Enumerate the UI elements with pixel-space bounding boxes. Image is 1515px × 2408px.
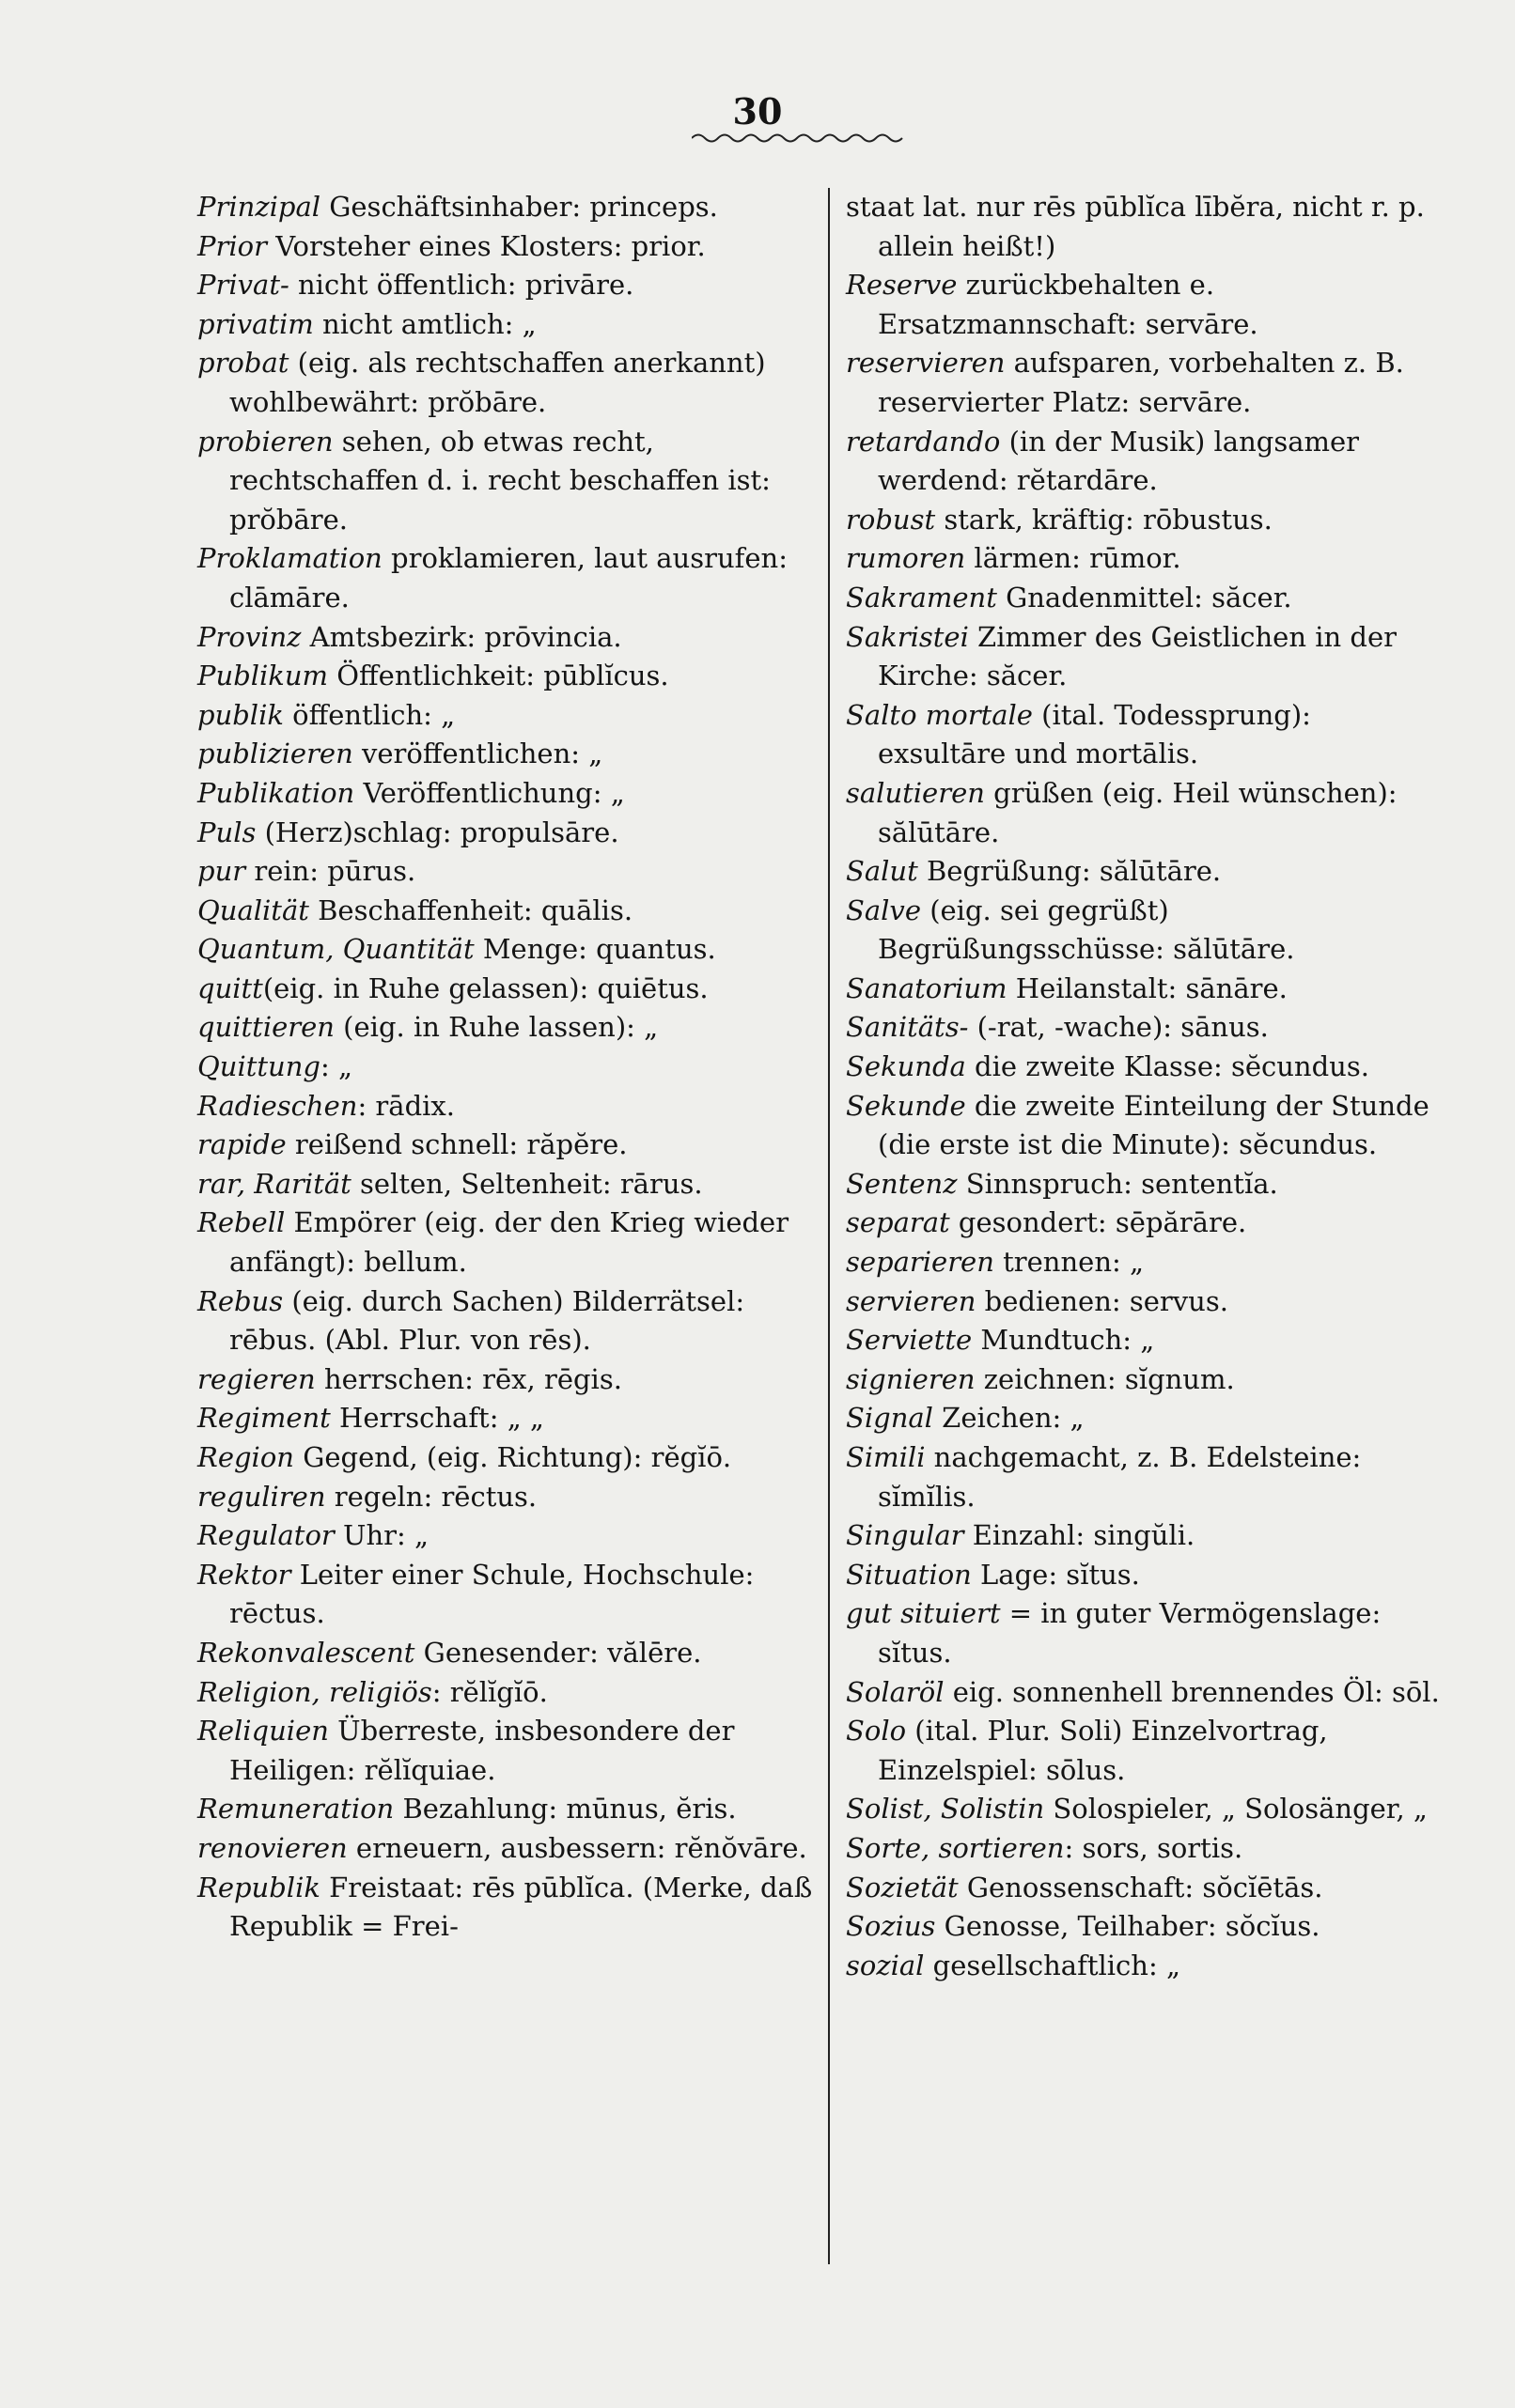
entry-headword: Sakrament [846, 581, 997, 614]
dictionary-entry [197, 188, 814, 227]
entry-definition: : sors, sortis. [1064, 1831, 1243, 1864]
column-divider [828, 188, 830, 2264]
entry-definition: Genesender: vălēre. [414, 1636, 702, 1669]
entry-definition: Zimmer des Geistlichen in der Kirche: săcer. [878, 620, 1397, 692]
entry-definition: grüßen (eig. Heil wünschen): sălūtāre. [878, 776, 1398, 848]
dictionary-entry [846, 1087, 1447, 1165]
entry-definition: die zweite Klasse: sĕcundus. [965, 1050, 1369, 1083]
dictionary-entry [197, 305, 814, 345]
entry-headword: Singular [846, 1519, 964, 1552]
entry-headword: Sekunda [846, 1050, 966, 1083]
entry-headword: Sentenz [846, 1167, 958, 1200]
dictionary-entry [846, 539, 1447, 579]
entry-headword: Prior [197, 229, 267, 262]
entry-definition: eig. sonnenhell brennendes Öl: sōl. [944, 1675, 1440, 1708]
entry-definition: gesondert: sēpărāre. [949, 1206, 1247, 1239]
entry-headword: Remuneration [197, 1793, 395, 1825]
entry-headword: Proklamation [197, 542, 383, 575]
entry-definition: Einzahl: singŭli. [963, 1519, 1195, 1552]
entry-headword: Sanitäts- [846, 1011, 969, 1044]
dictionary-entry [846, 1712, 1447, 1790]
entry-definition: Lage: sĭtus. [971, 1558, 1140, 1591]
entry-definition: herrschen: rēx, rēgis. [315, 1362, 622, 1395]
dictionary-entry [846, 423, 1447, 501]
entry-definition: reißend schnell: răpĕre. [286, 1128, 628, 1161]
dictionary-entry [846, 266, 1447, 344]
dictionary-entry [846, 1008, 1447, 1048]
dictionary-entry [197, 1360, 814, 1400]
entry-headword: Sorte, sortieren [846, 1831, 1065, 1864]
entry-definition: Beschaffenheit: quālis. [308, 893, 633, 926]
entry-headword: Rekonvalescent [197, 1636, 415, 1669]
dictionary-entry [197, 344, 814, 422]
entry-definition: Heilanstalt: sānāre. [1007, 971, 1288, 1004]
dictionary-entry [197, 1008, 814, 1048]
entry-definition: veröffentlichen: „ [352, 738, 603, 770]
entry-definition: (eig. sei gegrüßt) Begrüßungsschüsse: sălūtāre. [878, 893, 1295, 966]
entry-definition: Genossenschaft: sŏcĭētās. [958, 1871, 1323, 1903]
entry-definition: Vorsteher eines Klosters: prior. [266, 229, 706, 262]
entry-headword: separieren [846, 1246, 994, 1279]
dictionary-entry [846, 970, 1447, 1009]
entry-definition: Bezahlung: mūnus, ĕris. [394, 1793, 737, 1825]
entry-definition: staat lat. nur rēs pūblĭca lībĕra, nicht r. p. allein heißt!) [846, 191, 1425, 262]
entry-headword: Reliquien [197, 1715, 329, 1748]
dictionary-entry [846, 1282, 1447, 1322]
dictionary-entry [846, 696, 1447, 774]
dictionary-entry [846, 501, 1447, 540]
entry-definition: aufsparen, vorbehalten z. B. reservierter Platz: servāre. [878, 347, 1404, 418]
entry-definition: Freistaat: rēs pūblĭca. (Merke, daß Republik = Frei- [229, 1871, 813, 1943]
right-column [846, 188, 1447, 1985]
entry-headword: Quantum, Quantität [197, 933, 475, 966]
entry-headword: privatim [197, 307, 314, 340]
entry-headword: Privat- [197, 269, 289, 302]
entry-definition: sehen, ob etwas recht, rechtschaffen d. i. recht beschaffen ist: prŏbāre. [229, 425, 771, 536]
entry-headword: Puls [197, 816, 257, 848]
entry-definition: Genosse, Teilhaber: sŏcĭus. [935, 1910, 1320, 1943]
entry-definition: = in guter Vermögenslage: sĭtus. [878, 1597, 1382, 1669]
entry-definition: (in der Musik) langsamer werdend: rĕtardāre. [878, 425, 1360, 497]
dictionary-entry [846, 1243, 1447, 1282]
dictionary-entry [197, 1126, 814, 1165]
dictionary-entry [197, 1790, 814, 1829]
entry-definition: : „ [320, 1050, 352, 1083]
entry-headword: pur [197, 855, 246, 888]
entry-definition: gesellschaftlich: „ [924, 1949, 1180, 1981]
entry-definition: Veröffentlichung: „ [354, 776, 625, 809]
entry-headword: Regulator [197, 1519, 335, 1552]
entry-definition: (-rat, -wache): sānus. [968, 1011, 1269, 1044]
dictionary-entry [846, 1947, 1447, 1986]
entry-headword: retardando [846, 425, 1001, 458]
entry-definition: Gegend, (eig. Richtung): rĕgĭō. [293, 1441, 732, 1473]
entry-headword: Sozietät [846, 1871, 959, 1903]
entry-definition: lärmen: rūmor. [965, 542, 1181, 575]
dictionary-entry [846, 618, 1447, 696]
dictionary-entry [846, 774, 1447, 852]
dictionary-entry [197, 1048, 814, 1087]
entry-headword: Solo [846, 1715, 907, 1748]
entry-headword: quitt [197, 971, 263, 1004]
dictionary-entry [846, 1048, 1447, 1087]
entry-headword: robust [846, 503, 936, 536]
dictionary-entry [846, 1907, 1447, 1947]
dictionary-entry [197, 1087, 814, 1126]
dictionary-entry [846, 892, 1447, 970]
entry-headword: Serviette [846, 1324, 973, 1357]
entry-headword: reservieren [846, 347, 1006, 380]
entry-definition: bedienen: servus. [976, 1284, 1228, 1317]
entry-definition: Menge: quantus. [474, 933, 716, 966]
dictionary-entry [197, 618, 814, 658]
entry-definition: (eig. in Ruhe lassen): „ [334, 1011, 659, 1044]
entry-definition: (eig. als rechtschaffen anerkannt) wohlbewährt: prŏbāre. [229, 347, 766, 418]
entry-definition: rein: pūrus. [245, 855, 416, 888]
entry-definition: proklamieren, laut ausrufen: clāmāre. [229, 542, 788, 614]
entry-headword: Sanatorium [846, 971, 1007, 1004]
entry-headword: publik [197, 698, 284, 731]
dictionary-entry [846, 1594, 1447, 1672]
entry-definition: Gnadenmittel: săcer. [996, 581, 1292, 614]
dictionary-entry [846, 1516, 1447, 1556]
ornament-wave [692, 132, 908, 145]
dictionary-entry [197, 735, 814, 774]
entry-headword: Radieschen [197, 1089, 358, 1122]
entry-definition: Amtsbezirk: prōvincia. [301, 620, 622, 653]
entry-definition: nachgemacht, z. B. Edelsteine: sĭmĭlis. [878, 1441, 1362, 1513]
entry-definition: Empörer (eig. der den Krieg wieder anfängt): bellum. [229, 1206, 789, 1279]
entry-headword: renovieren [197, 1831, 348, 1864]
entry-headword: Salut [846, 855, 918, 888]
dictionary-entry [197, 1516, 814, 1556]
dictionary-entry [197, 423, 814, 540]
dictionary-entry [846, 1438, 1447, 1516]
entry-headword: Publikation [197, 776, 355, 809]
entry-definition: Uhr: „ [334, 1519, 429, 1552]
entry-headword: Region [197, 1441, 294, 1473]
dictionary-entry [846, 1869, 1447, 1908]
entry-headword: Quittung [197, 1050, 320, 1083]
entry-definition: Zeichen: „ [932, 1402, 1085, 1435]
entry-headword: rapide [197, 1128, 287, 1161]
entry-definition: (Herz)schlag: propulsāre. [256, 816, 619, 848]
entry-headword: Sekunde [846, 1089, 966, 1122]
entry-headword: Rebus [197, 1284, 284, 1317]
dictionary-entry [197, 930, 814, 970]
dictionary-entry [197, 1712, 814, 1790]
dictionary-entry [846, 1556, 1447, 1595]
entry-definition: zeichnen: sĭgnum. [975, 1362, 1235, 1395]
dictionary-entry [197, 227, 814, 267]
entry-headword: Provinz [197, 620, 302, 653]
entry-headword: Republik [197, 1871, 320, 1903]
entry-definition: Leiter einer Schule, Hochschule: rēctus. [229, 1558, 755, 1630]
dictionary-entry [197, 539, 814, 617]
entry-headword: gut situiert [846, 1597, 1001, 1630]
entry-headword: rar, Rarität [197, 1167, 351, 1200]
dictionary-entry [197, 1165, 814, 1204]
dictionary-entry [197, 814, 814, 853]
entry-definition: Solospieler, „ Solosänger, „ [1044, 1793, 1428, 1825]
entry-headword: Salve [846, 893, 921, 926]
entry-headword: sozial [846, 1949, 925, 1981]
dictionary-entry [846, 1829, 1447, 1869]
entry-definition: Geschäftsinhaber: princeps. [320, 191, 718, 223]
entry-headword: Simili [846, 1441, 926, 1473]
entry-headword: Rektor [197, 1558, 291, 1591]
entry-definition: (eig. durch Sachen) Bilderrätsel: rēbus. (Abl. Plur. von rēs). [229, 1284, 745, 1357]
entry-headword: signieren [846, 1362, 976, 1395]
dictionary-entry [846, 1399, 1447, 1438]
dictionary-entry [846, 1165, 1447, 1204]
entry-headword: probieren [197, 425, 334, 458]
entry-definition: Begrüßung: sălūtāre. [917, 855, 1222, 888]
dictionary-entry [846, 1790, 1447, 1829]
entry-headword: Sakristei [846, 620, 969, 653]
dictionary-entry [846, 344, 1447, 422]
entry-definition: trennen: „ [993, 1246, 1145, 1279]
entry-headword: Situation [846, 1558, 972, 1591]
dictionary-entry [846, 1673, 1447, 1713]
entry-headword: Religion, religiös [197, 1675, 432, 1708]
entry-headword: Solist, Solistin [846, 1793, 1045, 1825]
dictionary-entry [197, 1869, 814, 1947]
entry-definition: die zweite Einteilung der Stunde (die erste ist die Minute): sĕcundus. [878, 1089, 1429, 1161]
entry-definition: (ital. Plur. Soli) Einzelvortrag, Einzelspiel: sōlus. [878, 1715, 1328, 1786]
entry-definition: erneuern, ausbessern: rĕnŏvāre. [347, 1831, 807, 1864]
dictionary-entry [197, 1829, 814, 1869]
dictionary-entry [197, 970, 814, 1009]
dictionary-entry [197, 1673, 814, 1713]
entry-headword: regieren [197, 1362, 316, 1395]
entry-definition: : rĕlĭgĭō. [431, 1675, 548, 1708]
dictionary-entry [197, 696, 814, 736]
dictionary-entry [197, 266, 814, 305]
dictionary-entry [846, 1321, 1447, 1360]
dictionary-entry [197, 1438, 814, 1478]
entry-headword: Reserve [846, 269, 958, 302]
entry-definition: Sinnspruch: sententĭa. [957, 1167, 1278, 1200]
entry-definition: regeln: rēctus. [325, 1480, 538, 1513]
entry-headword: quittieren [197, 1011, 335, 1044]
entry-headword: Regiment [197, 1402, 331, 1435]
dictionary-entry [197, 774, 814, 814]
entry-headword: Sozius [846, 1910, 936, 1943]
dictionary-entry [197, 1478, 814, 1517]
left-column [197, 188, 814, 1947]
entry-headword: reguliren [197, 1480, 326, 1513]
entry-headword: servieren [846, 1284, 976, 1317]
dictionary-entry [197, 1556, 814, 1634]
entry-headword: Solaröl [846, 1675, 945, 1708]
entry-headword: salutieren [846, 776, 985, 809]
entry-headword: publizieren [197, 738, 353, 770]
entry-headword: Rebell [197, 1206, 286, 1239]
entry-definition: Öffentlichkeit: pūblĭcus. [328, 660, 669, 692]
dictionary-entry [197, 892, 814, 931]
entry-definition: öffentlich: „ [283, 698, 456, 731]
dictionary-entry [846, 188, 1447, 266]
dictionary-entry [197, 1204, 814, 1282]
dictionary-entry [197, 1282, 814, 1360]
entry-definition: zurückbehalten e. Ersatzmannschaft: servāre. [878, 269, 1258, 340]
entry-definition: nicht amtlich: „ [313, 307, 537, 340]
dictionary-entry [846, 579, 1447, 618]
entry-definition: stark, kräftig: rōbustus. [935, 503, 1273, 536]
entry-definition: Mundtuch: „ [972, 1324, 1155, 1357]
dictionary-entry [197, 1634, 814, 1673]
dictionary-entry [846, 852, 1447, 892]
entry-headword: Prinzipal [197, 191, 321, 223]
entry-headword: Salto mortale [846, 698, 1033, 731]
entry-definition: (eig. in Ruhe gelassen): quiētus. [262, 971, 709, 1004]
dictionary-entry [197, 657, 814, 696]
entry-headword: Publikum [197, 660, 329, 692]
entry-definition: : rādix. [357, 1089, 455, 1122]
dictionary-entry [197, 852, 814, 892]
entry-headword: Signal [846, 1402, 933, 1435]
entry-definition: (ital. Todessprung): exsultāre und mortālis. [878, 698, 1311, 770]
entry-definition: Überreste, insbesondere der Heiligen: rĕlĭquiae. [229, 1715, 735, 1786]
dictionary-entry [197, 1399, 814, 1438]
entry-definition: nicht öffentlich: privāre. [289, 269, 634, 302]
dictionary-entry [846, 1360, 1447, 1400]
page-number: 30 [732, 90, 783, 132]
dictionary-entry [846, 1204, 1447, 1243]
entry-headword: probat [197, 347, 289, 380]
entry-definition: Herrschaft: „ „ [330, 1402, 544, 1435]
entry-headword: Qualität [197, 893, 309, 926]
entry-headword: rumoren [846, 542, 966, 575]
entry-headword: separat [846, 1206, 950, 1239]
entry-definition: selten, Seltenheit: rārus. [351, 1167, 703, 1200]
